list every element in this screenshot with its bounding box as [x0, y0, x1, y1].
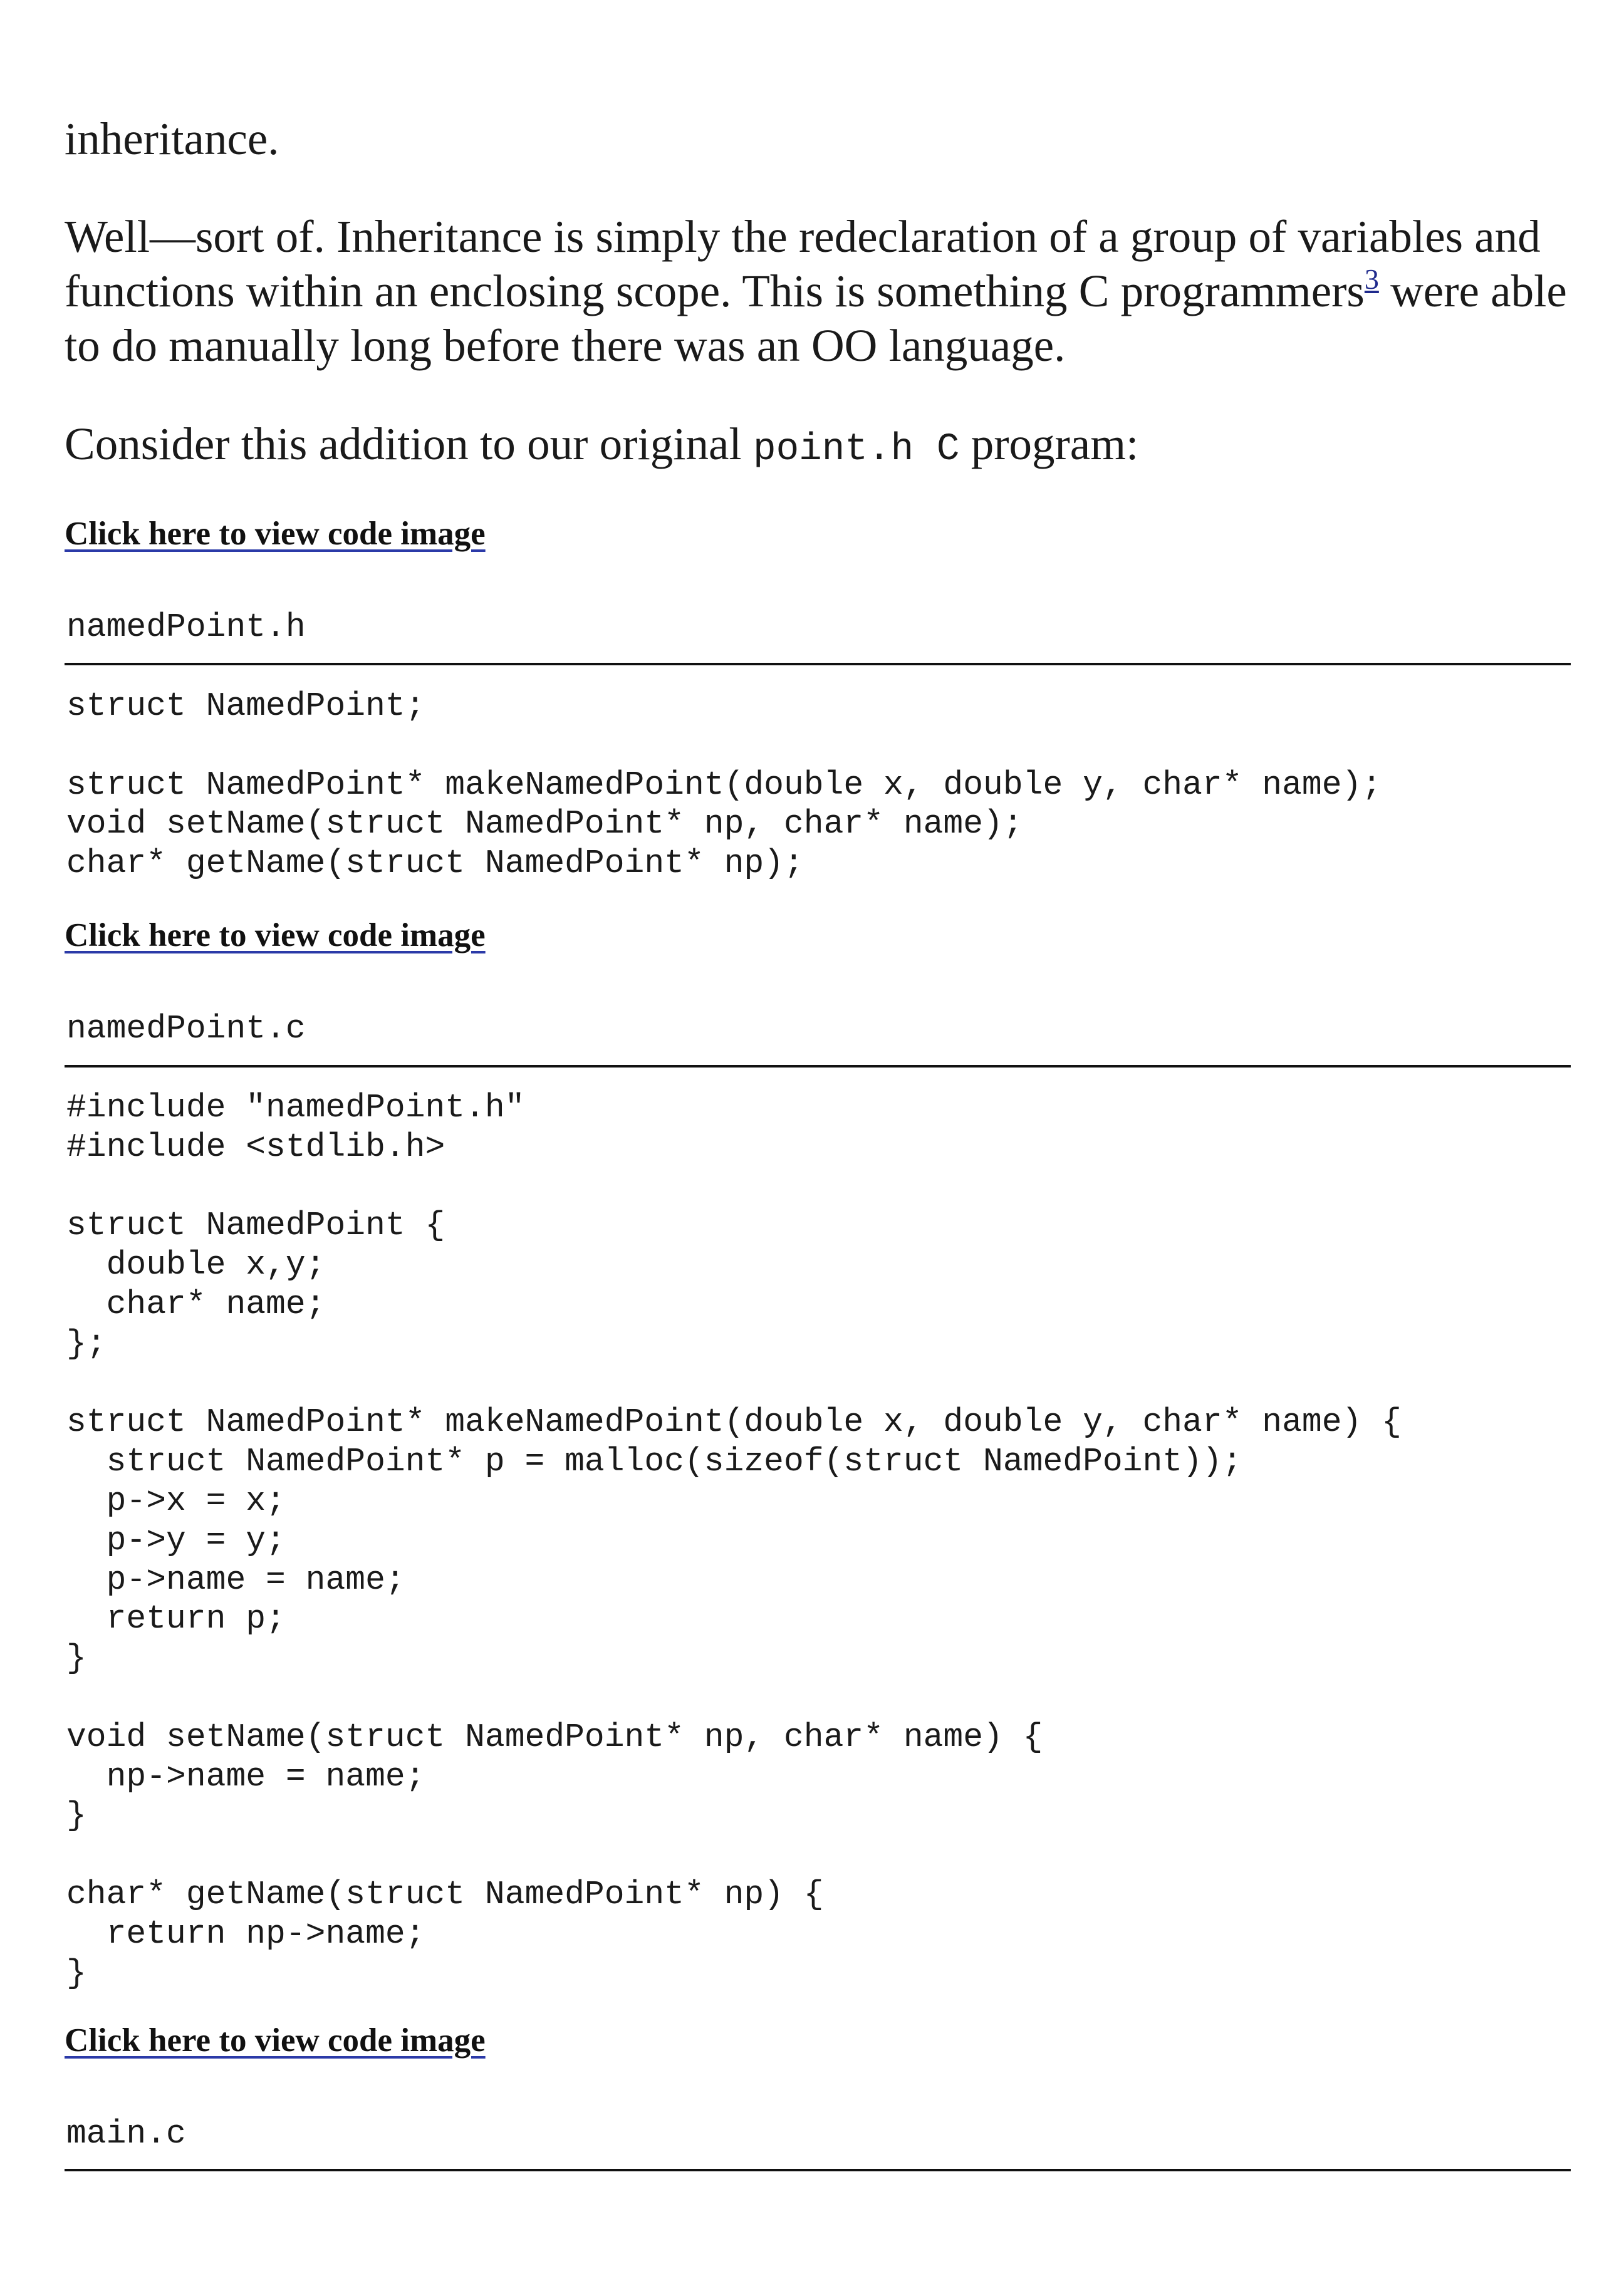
paragraph-text-end: were able to do manually long before there was an OO language.	[65, 266, 1567, 371]
inline-code-point-h: point.h	[752, 428, 914, 471]
paragraph-text: Well—sort of. Inheritance is simply the redeclaration of a group of variables and functions within an enclosing scope. This is something C programmers	[65, 211, 1541, 316]
code-block-namedpoint-c: #include "namedPoint.h" #include <stdlib.h> struct NamedPoint { double x,y; char* name; }; struct NamedPoint* makeNamedPoint(double x, double y, char* name) { struct NamedPoint* p = malloc(sizeof(struct NamedPoint)); p->x = x; p->y = y; p->name = name; return p; } void setName(struct NamedPoint* np, char* name) { np->name = name; } char* getName(struct NamedPoint* np) { return np->name; }	[66, 1089, 1402, 1992]
code-file-title: main.c	[66, 2115, 186, 2153]
paragraph-text: Consider this addition to our original	[65, 418, 753, 469]
inline-code-c: C	[914, 428, 960, 471]
view-code-image-link[interactable]: Click here to view code image	[65, 516, 486, 552]
code-file-title: namedPoint.h	[66, 608, 306, 646]
code-divider	[65, 2169, 1571, 2171]
view-code-image-link[interactable]: Click here to view code image	[65, 2022, 486, 2059]
code-block-namedpoint-h: struct NamedPoint; struct NamedPoint* makeNamedPoint(double x, double y, char* name); void setName(struct NamedPoint* np, char* name); char* getName(struct NamedPoint* np);	[66, 687, 1382, 883]
view-code-image-link[interactable]: Click here to view code image	[65, 917, 486, 953]
paragraph-inheritance: inheritance.	[65, 113, 279, 164]
code-file-title: namedPoint.c	[66, 1010, 306, 1047]
paragraph-consider	[65, 417, 1138, 477]
footnote-link-3[interactable]: 3	[1364, 263, 1379, 295]
paragraph-text-end: program:	[959, 418, 1139, 469]
code-divider	[65, 663, 1571, 665]
paragraph-well-sort-of	[65, 209, 1571, 373]
code-divider	[65, 1065, 1571, 1067]
